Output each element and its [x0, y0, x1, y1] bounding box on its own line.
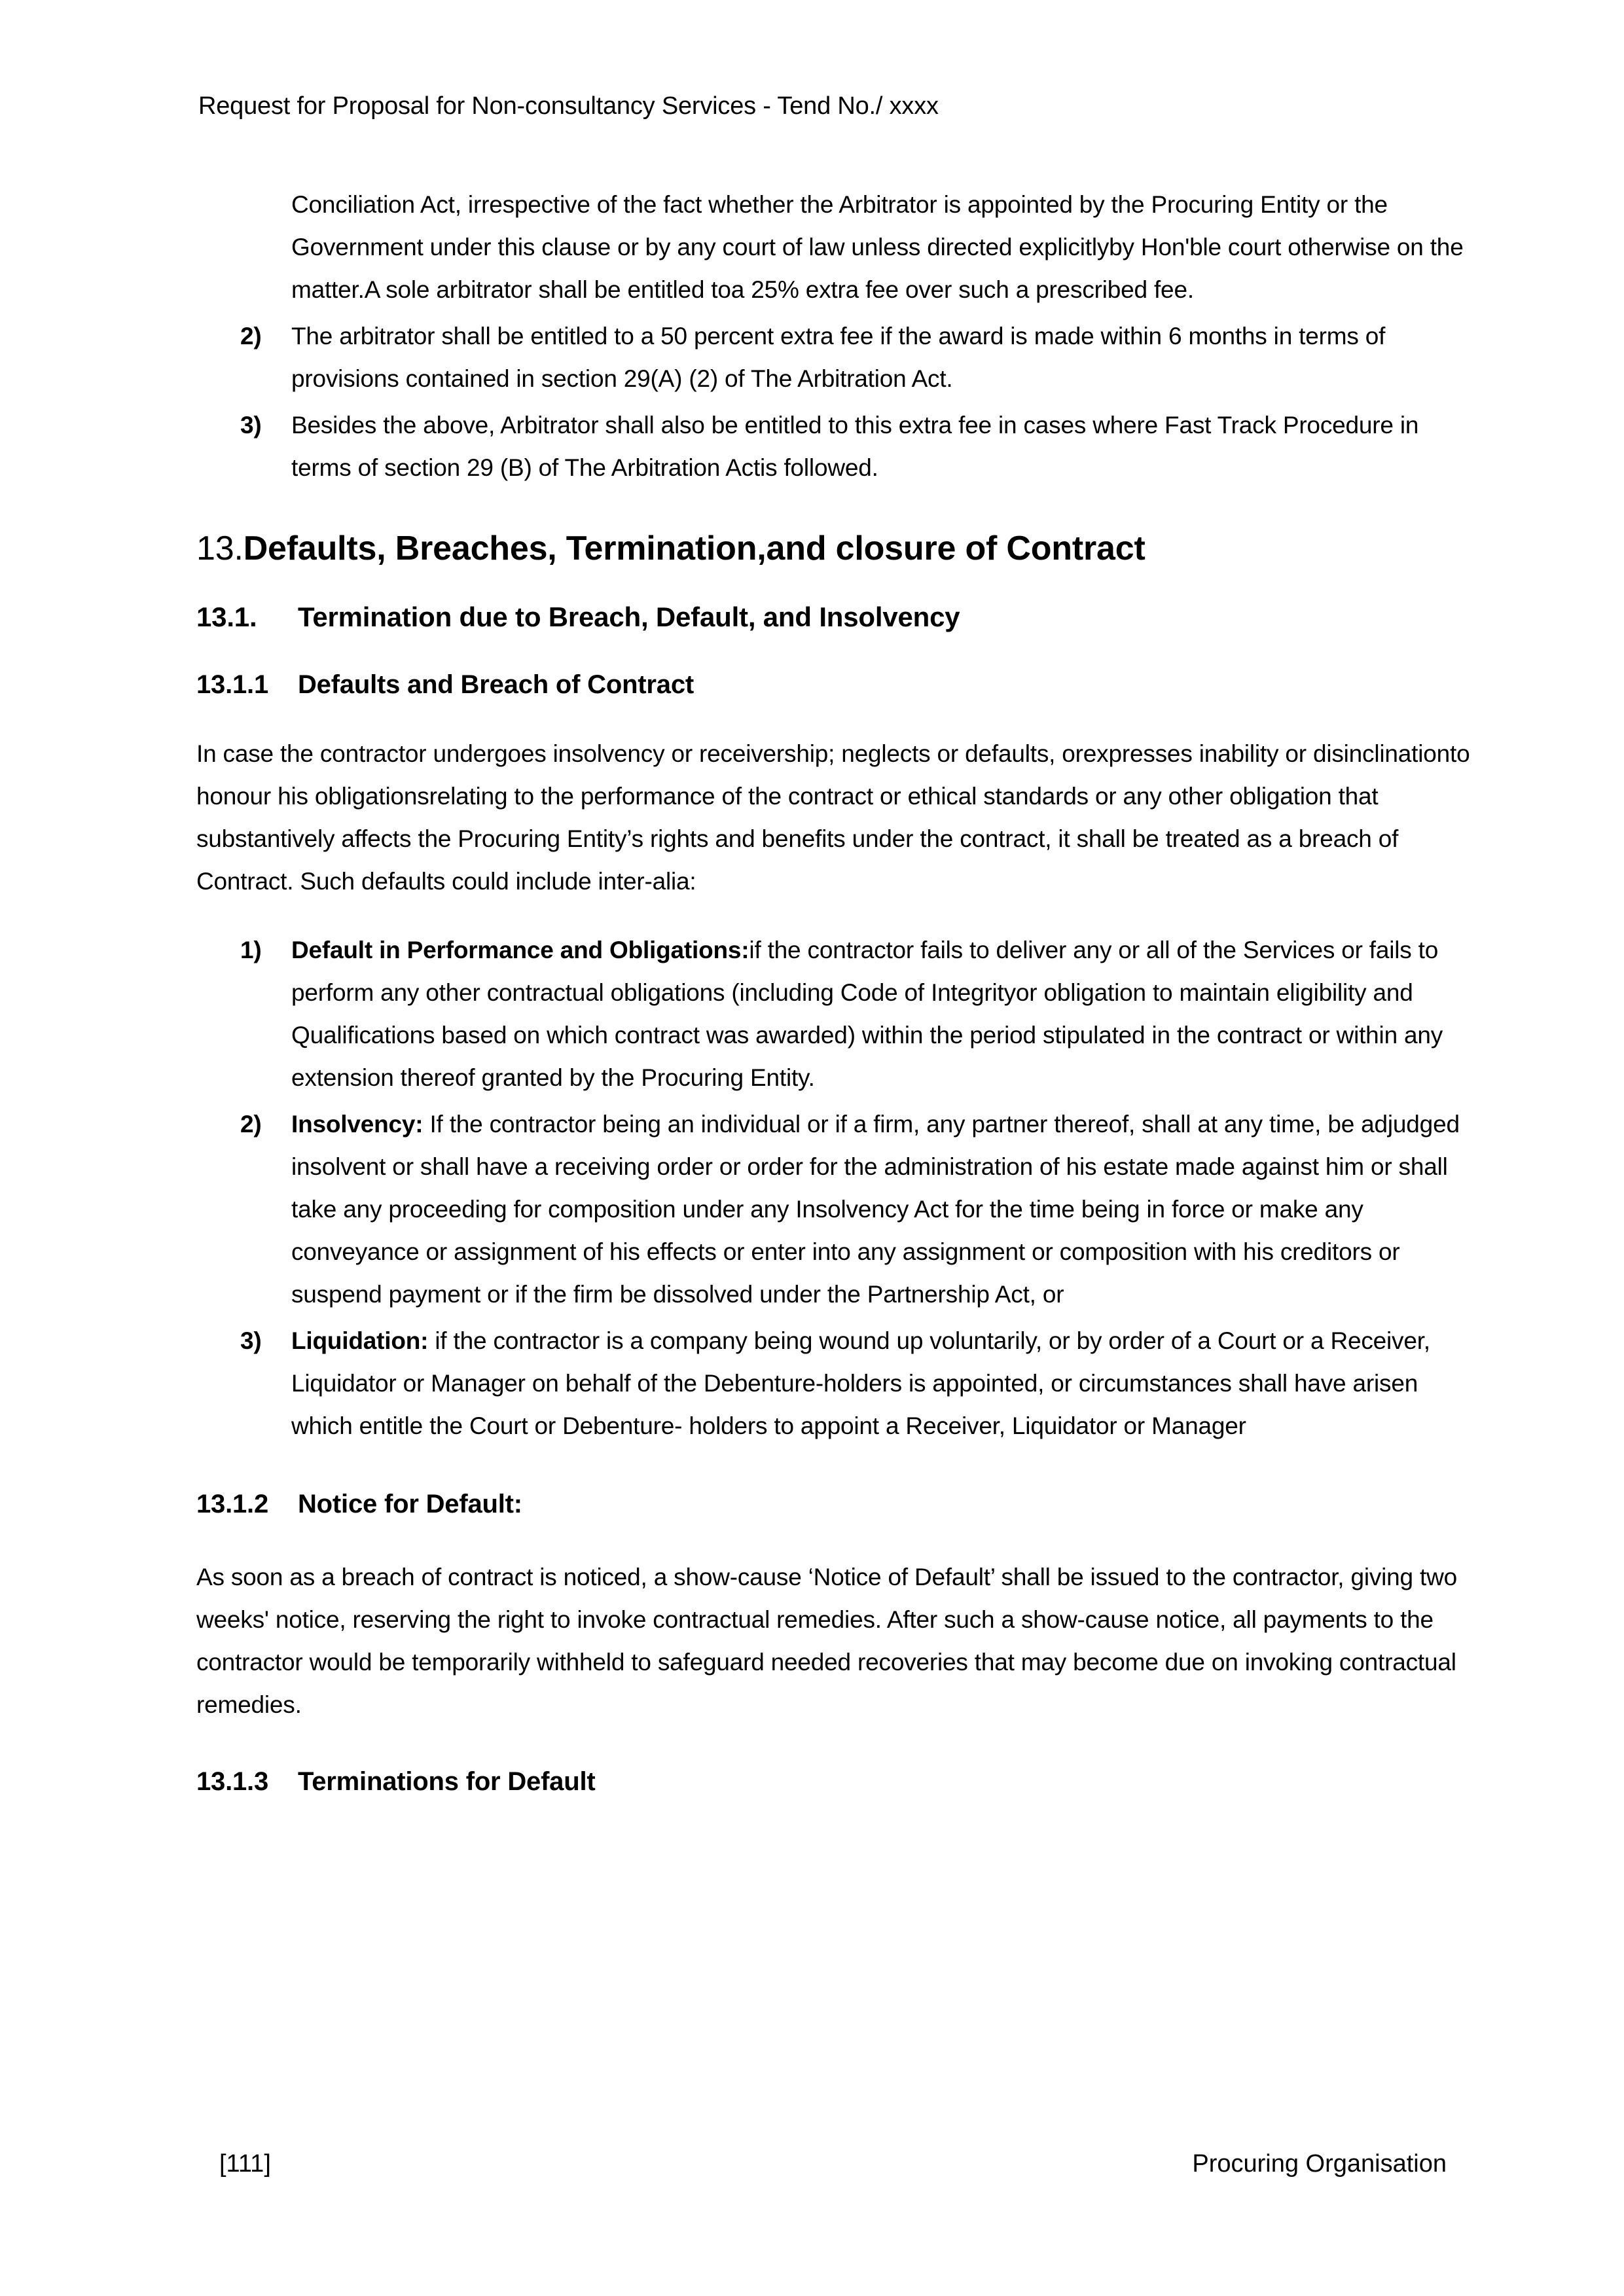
section-number: 13.1.3: [196, 1767, 269, 1796]
list-item-number: 2): [240, 1111, 262, 1138]
list-item-body: if the contractor fails to deliver any or all of the Services or fails to perform any other contractual obligations (including Code of Integrityor obligation to maintain eligibility and Qualifications based on which contract was awarded) within the period stipulated in the contract or within any extension thereof granted by the Procuring Entity.: [291, 937, 1443, 1091]
list-item: [196, 315, 1473, 400]
list-item-text: Besides the above, Arbitrator shall also be entitled to this extra fee in cases where Fast Track Procedure in terms of section 29 (B) of The Arbitration Actis followed.: [291, 412, 1419, 481]
paragraph-defaults-intro: In case the contractor undergoes insolvency or receivership; neglects or defaults, orexpresses inability or disinclinationto honour his obligationsrelating to the performance of the contract or ethical standards or any other obligation that substantively affects the Procuring Entity’s rights and benefits under the contract, it shall be treated as a breach of Contract. Such defaults could include inter-alia:: [196, 740, 1470, 895]
defaults-list: [196, 929, 1473, 1447]
list-item-text: [291, 937, 1443, 1091]
list-item-text: [291, 1111, 1460, 1308]
document-body: [196, 183, 1473, 1799]
list-item: [196, 929, 1473, 1099]
list-item-body: if the contractor is a company being wound up voluntarily, or by order of a Court or a Receiver, Liquidator or Manager on behalf of the Debenture-holders is appointed, or circumstances shall have arisen which entitle the Court or Debenture- holders to appoint a Receiver, Liquidator or Manager: [291, 1327, 1430, 1439]
list-item: [196, 404, 1473, 489]
list-item-number: 2): [240, 323, 262, 350]
section-title: Defaults and Breach of Contract: [298, 670, 695, 699]
list-item-label: Insolvency:: [291, 1111, 424, 1138]
section-heading-13-1: [196, 599, 1473, 636]
list-item-number: 3): [240, 412, 262, 439]
section-title: Terminations for Default: [298, 1767, 596, 1796]
list-item-text: The arbitrator shall be entitled to a 50 percent extra fee if the award is made within 6 months in terms of provisions contained in section 29(A) (2) of The Arbitration Act.: [291, 323, 1386, 392]
list-item: [196, 1103, 1473, 1316]
section-number: 13.1.1: [196, 670, 269, 699]
arbitrator-fee-list: [196, 183, 1473, 489]
section-heading-13: [196, 526, 1473, 571]
list-item: [196, 1319, 1473, 1447]
section-number: 13.: [196, 529, 244, 567]
list-item-body: If the contractor being an individual or if a firm, any partner thereof, shall at any time, be adjudged insolvent or shall have a receiving order or order for the administration of his estate made against him or shall take any proceeding for composition under any Insolvency Act for the time being in force or make any conveyance or assignment of his effects or enter into any assignment or composition with his creditors or suspend payment or if the firm be dissolved under the Partnership Act, or: [291, 1111, 1460, 1308]
section-number: 13.1.2: [196, 1490, 269, 1518]
section-title: Termination due to Breach, Default, and Insolvency: [298, 601, 960, 632]
list-item-text: [291, 1327, 1430, 1439]
list-item-number: 3): [240, 1327, 262, 1354]
section-heading-13-1-1: [196, 667, 1473, 702]
paragraph-notice-for-default: As soon as a breach of contract is noticed, a show-cause ‘Notice of Default’ shall be issued to the contractor, giving two weeks' notice, reserving the right to invoke contractual remedies. After such a show-cause notice, all payments to the contractor would be temporarily withheld to safeguard needed recoveries that may become due on invoking contractual remedies.: [196, 1564, 1457, 1718]
page-number: [111]: [219, 2150, 271, 2178]
section-title: Defaults, Breaches, Termination,and closure of Contract: [243, 529, 1146, 567]
section-heading-13-1-2: [196, 1486, 1473, 1522]
list-item-label: Liquidation:: [291, 1327, 429, 1354]
section-heading-13-1-3: [196, 1764, 1473, 1799]
footer-organisation: Procuring Organisation: [1192, 2150, 1447, 2178]
section-title: Notice for Default:: [298, 1490, 522, 1518]
list-item-number: 1): [240, 937, 262, 963]
paragraph-arbitrator-fee-continuation: Conciliation Act, irrespective of the fact whether the Arbitrator is appointed by the Procuring Entity or the Government under this clause or by any court of law unless directed explicitlyby Hon'ble court otherwise on the matter.A sole arbitrator shall be entitled toa 25% extra fee over such a prescribed fee.: [291, 191, 1464, 303]
section-number: 13.1.: [196, 601, 257, 632]
page-header: Request for Proposal for Non-consultancy Services - Tend No./ xxxx: [198, 92, 939, 120]
list-item-label: Default in Performance and Obligations:: [291, 937, 749, 963]
